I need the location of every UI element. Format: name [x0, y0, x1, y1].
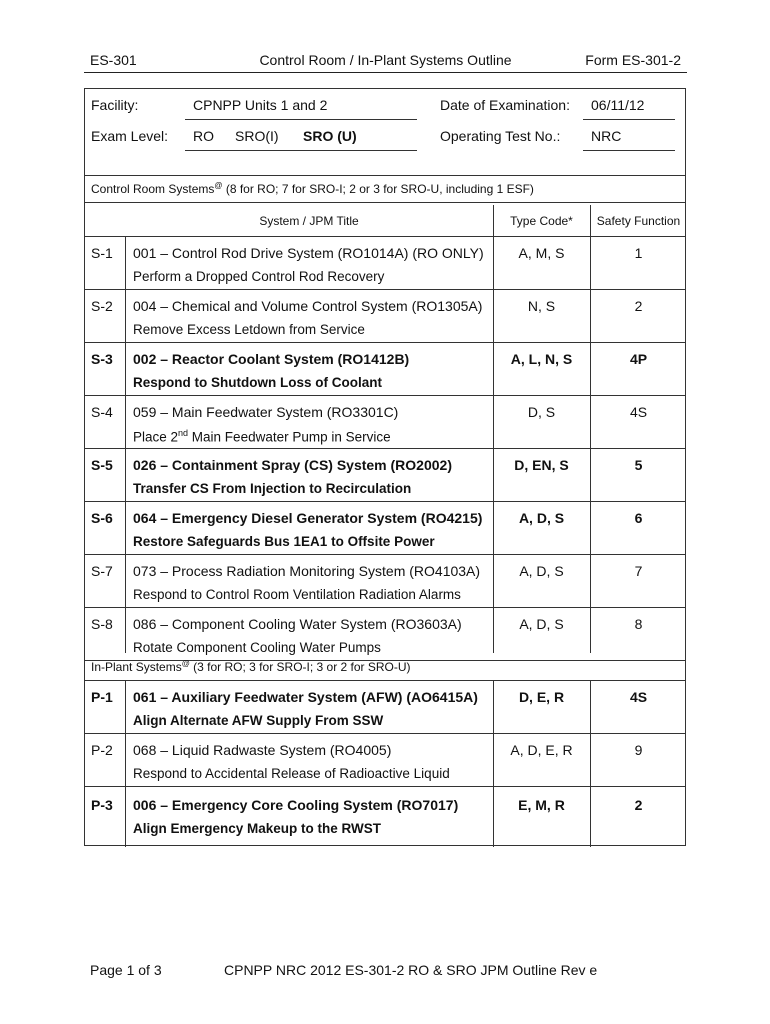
- type-code: A, L, N, S: [510, 351, 573, 367]
- table-row: [85, 555, 685, 608]
- table-row: [85, 502, 685, 555]
- exam-level-underline: [185, 150, 417, 151]
- date-underline: [583, 119, 675, 120]
- page-number: Page 1 of 3: [90, 962, 162, 978]
- facility-block: [85, 89, 685, 176]
- type-code: N, S: [527, 298, 556, 314]
- safety-function: 4P: [629, 351, 648, 367]
- type-code: D, E, R: [518, 689, 565, 705]
- jpm-title-pre: Place 2: [133, 429, 179, 445]
- form-number: Form ES-301-2: [585, 52, 681, 68]
- jpm-id: S-7: [91, 563, 113, 579]
- divider-safety-col: [590, 681, 591, 847]
- exam-level-sroi: SRO(I): [235, 128, 279, 144]
- in-plant-note: (3 for RO; 3 for SRO-I; 3 or 2 for SRO-U): [189, 660, 411, 674]
- facility-underline: [185, 119, 417, 120]
- jpm-system: 002 – Reactor Coolant System (RO1412B): [133, 351, 410, 367]
- jpm-title: [133, 428, 495, 445]
- in-plant-sup: @: [181, 659, 190, 668]
- jpm-system: 026 – Containment Spray (CS) System (RO2002): [133, 457, 452, 473]
- type-code: A, D, S: [519, 616, 564, 632]
- jpm-title: Restore Safeguards Bus 1EA1 to Offsite Power: [133, 534, 435, 549]
- jpm-id: P-3: [91, 797, 113, 813]
- jpm-system: 073 – Process Radiation Monitoring System (RO4103A): [133, 563, 481, 579]
- facility-label: Facility:: [91, 97, 139, 113]
- jpm-system: 059 – Main Feedwater System (RO3301C): [133, 404, 399, 420]
- control-room-title: Control Room Systems: [91, 182, 215, 196]
- divider-id-col: [125, 237, 126, 653]
- table-row: [85, 237, 685, 290]
- type-code: A, D, E, R: [510, 742, 573, 758]
- jpm-system: 001 – Control Rod Drive System (RO1014A) (RO ONLY): [133, 245, 484, 261]
- column-headers: [85, 205, 685, 237]
- jpm-id: S-4: [91, 404, 113, 420]
- exam-level-srou: SRO (U): [303, 128, 357, 144]
- type-code: A, D, S: [518, 510, 565, 526]
- jpm-system: 004 – Chemical and Volume Control System (RO1305A): [133, 298, 483, 314]
- type-code: E, M, R: [518, 797, 565, 813]
- document-id: CPNPP NRC 2012 ES-301-2 RO & SRO JPM Outline Rev e: [224, 962, 598, 978]
- col-system: System / JPM Title: [259, 214, 359, 228]
- date-value: 06/11/12: [591, 97, 645, 113]
- jpm-system: 086 – Component Cooling Water System (RO3603A): [133, 616, 462, 632]
- jpm-system: 061 – Auxiliary Feedwater System (AFW) (AO6415A): [133, 689, 478, 705]
- divider-type-col: [493, 681, 494, 847]
- col-safety: Safety Function: [596, 214, 681, 228]
- jpm-title: Transfer CS From Injection to Recirculation: [133, 481, 412, 496]
- control-room-sup: @: [214, 181, 223, 190]
- jpm-system: 006 – Emergency Core Cooling System (RO7017): [133, 797, 459, 813]
- jpm-id: S-5: [91, 457, 113, 473]
- jpm-id: S-8: [91, 616, 113, 632]
- jpm-id: P-2: [91, 742, 113, 758]
- facility-value: CPNPP Units 1 and 2: [193, 97, 328, 113]
- page-header: [84, 50, 687, 73]
- safety-function: 9: [634, 742, 643, 758]
- safety-function: 2: [634, 797, 643, 813]
- jpm-title: Respond to Accidental Release of Radioactive Liquid: [133, 766, 450, 781]
- safety-function: 2: [634, 298, 643, 314]
- jpm-title: Align Alternate AFW Supply From SSW: [133, 713, 384, 728]
- safety-function: 4S: [629, 404, 648, 420]
- type-code: D, EN, S: [514, 457, 569, 473]
- type-code: D, S: [527, 404, 556, 420]
- type-code: A, D, S: [519, 563, 564, 579]
- safety-function: 4S: [629, 689, 648, 705]
- in-plant-title: In-Plant Systems: [91, 660, 182, 674]
- test-underline: [583, 150, 675, 151]
- outline-table: [84, 88, 686, 846]
- safety-function: 1: [634, 245, 643, 261]
- jpm-system: 068 – Liquid Radwaste System (RO4005): [133, 742, 392, 758]
- jpm-title: Rotate Component Cooling Water Pumps: [133, 640, 381, 655]
- divider-id-col: [125, 681, 126, 847]
- divider-safety-col: [590, 205, 591, 653]
- jpm-title: Respond to Shutdown Loss of Coolant: [133, 375, 382, 390]
- test-value: NRC: [591, 128, 622, 144]
- type-code: A, M, S: [518, 245, 565, 261]
- jpm-title: Respond to Control Room Ventilation Radiation Alarms: [133, 587, 461, 602]
- table-row: [85, 734, 685, 787]
- jpm-system: 064 – Emergency Diesel Generator System (RO4215): [133, 510, 483, 526]
- jpm-id: S-6: [91, 510, 113, 526]
- jpm-id: S-1: [91, 245, 113, 261]
- jpm-title: Align Emergency Makeup to the RWST: [133, 821, 382, 836]
- in-plant-heading: [85, 653, 685, 681]
- table-row: [85, 343, 685, 396]
- table-row: [85, 290, 685, 343]
- safety-function: 7: [634, 563, 643, 579]
- jpm-id: S-3: [91, 351, 113, 367]
- jpm-title-post: Main Feedwater Pump in Service: [188, 429, 391, 445]
- control-room-heading: [85, 175, 685, 203]
- jpm-id: P-1: [91, 689, 113, 705]
- safety-function: 6: [634, 510, 643, 526]
- table-row: [85, 396, 685, 449]
- jpm-title: Remove Excess Letdown from Service: [133, 322, 365, 337]
- form-series: ES-301: [90, 52, 137, 68]
- divider-type-col: [493, 205, 494, 653]
- col-type: Type Code*: [510, 214, 573, 228]
- exam-level-label: Exam Level:: [91, 128, 169, 144]
- page-title: Control Room / In-Plant Systems Outline: [259, 52, 512, 68]
- safety-function: 5: [634, 457, 643, 473]
- exam-level-ro: RO: [193, 128, 214, 144]
- test-label: Operating Test No.:: [440, 128, 561, 144]
- table-row: [85, 789, 685, 842]
- safety-function: 8: [634, 616, 643, 632]
- ordinal-sup: nd: [178, 428, 189, 438]
- table-row: [85, 681, 685, 734]
- control-room-note: (8 for RO; 7 for SRO-I; 2 or 3 for SRO-U, including 1 ESF): [222, 182, 534, 196]
- jpm-id: S-2: [91, 298, 113, 314]
- jpm-title: Perform a Dropped Control Rod Recovery: [133, 269, 385, 284]
- date-label: Date of Examination:: [440, 97, 570, 113]
- table-row: [85, 449, 685, 502]
